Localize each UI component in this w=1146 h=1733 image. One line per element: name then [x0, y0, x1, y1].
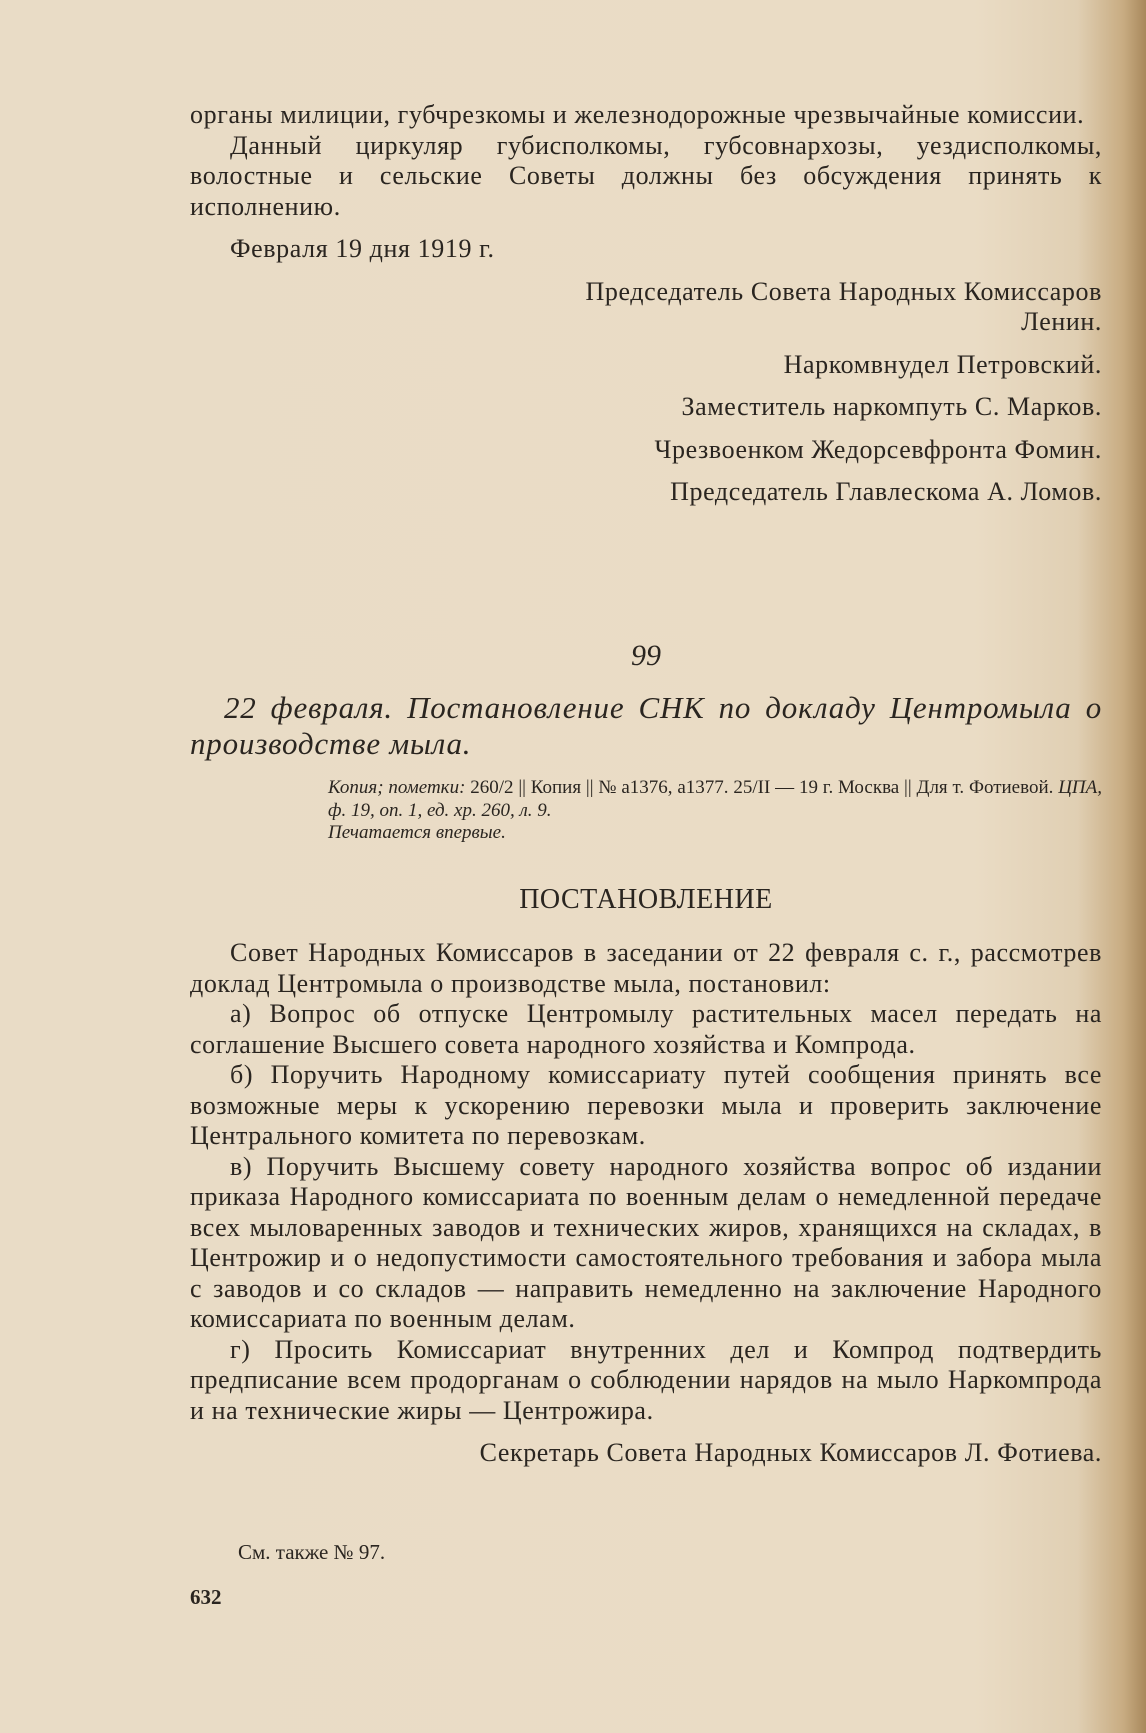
- resolution-intro: Совет Народных Комиссаров в заседании от 22 февраля с. г., рассмотрев доклад Центромыла о производстве мыла, постановил:: [190, 938, 1102, 998]
- document-number: 99: [631, 639, 661, 672]
- resolution-body: [190, 938, 1102, 1469]
- archive-note: [328, 777, 1102, 845]
- resolution-signature: Секретарь Совета Народных Комиссаров Л. Фотиева.: [479, 1438, 1102, 1467]
- see-also-note: См. также № 97.: [238, 1540, 386, 1564]
- document-date: Февраля 19 дня 1919 г.: [230, 234, 495, 263]
- document-heading: 22 февраля. Постановление СНК по докладу Центромыла о производстве мыла.: [190, 690, 1102, 761]
- page-number: 632: [190, 1585, 222, 1609]
- signature-lomov: Председатель Главлескома А. Ломов.: [670, 477, 1102, 506]
- signature-block: [190, 277, 1102, 508]
- archive-published: Печатается впервые.: [328, 822, 506, 843]
- signature-title-chairman: Председатель Совета Народных Комиссаров: [585, 276, 1102, 306]
- signature-petrovsky: Наркомвнудел Петровский.: [783, 349, 1102, 379]
- paragraph-circular: Данный циркуляр губисполкомы, губсовнархозы, уездисполкомы, волостные и сельские Советы должны без обсуждения принять к исполнению.: [190, 130, 1102, 221]
- resolution-point-v: в) Поручить Высшему совету народного хозяйства вопрос об издании приказа Народного комиссариата по военным делам о немедленной передаче всех мыловаренных заводов и технических жиров, хранящихся на складах, в Центрожир и о недопустимости самостоятельного требования и забора мыла с заводов и со складов — направить немедленно на заключение Народного комиссариата по военным делам.: [190, 1151, 1102, 1333]
- resolution-point-g: г) Просить Комиссариат внутренних дел и Компрод подтвердить предписание всем продорганам о соблюдении нарядов на мыло Наркомпрода и на технические жиры — Центрожира.: [190, 1334, 1102, 1425]
- archive-copy-label: Копия; пометки:: [328, 777, 466, 798]
- resolution-point-a: а) Вопрос об отпуске Центромылу растительных масел передать на соглашение Высшего совета народного хозяйства и Компрода.: [190, 999, 1102, 1059]
- text-column: [190, 100, 1103, 1609]
- archive-location: ЦПА, ф. 19, оп. 1, ед. хр. 260, л. 9.: [328, 777, 1103, 821]
- resolution-point-b: б) Поручить Народному комиссариату путей сообщения принять все возможные меры к ускорению перевозки мыла и проверить заключение Центрального комитета по перевозкам.: [190, 1060, 1102, 1150]
- paragraph-militia: органы милиции, губчрезкомы и железнодорожные чрезвычайные комиссии.: [190, 100, 1085, 129]
- signature-markov: Заместитель наркомпуть С. Марков.: [681, 392, 1102, 421]
- signature-lenin: Ленин.: [1021, 307, 1102, 336]
- resolution-title: ПОСТАНОВЛЕНИЕ: [519, 884, 773, 915]
- archive-copy-text: 260/2 || Копия || № а1376, а1377. 25/II — 19 г. Москва || Для т. Фотиевой.: [470, 777, 1054, 798]
- signature-fomin: Чрезвоенком Жедорсевфронта Фомин.: [654, 434, 1102, 464]
